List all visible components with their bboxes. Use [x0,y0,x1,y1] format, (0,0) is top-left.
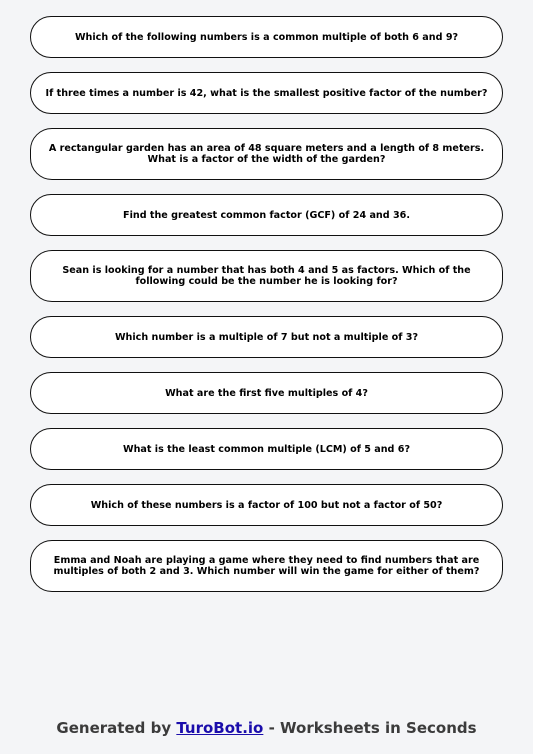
question-card [30,128,503,180]
question-text: Emma and Noah are playing a game where they need to find numbers that are multiples of both 2 and 3. Which number will win the game for either of them? [53,555,480,577]
question-text: Which of the following numbers is a common multiple of both 6 and 9? [74,31,459,43]
question-card [30,194,503,236]
question-text: Which of these numbers is a factor of 100 but not a factor of 50? [90,499,443,511]
footer-prefix: Generated by [56,719,177,737]
question-text: Which number is a multiple of 7 but not a multiple of 3? [114,331,419,343]
question-text: Sean is looking for a number that has both 4 and 5 as factors. Which of the following could be the number he is looking for? [62,265,471,287]
question-card [30,372,503,414]
question-list [30,16,503,606]
question-text: What is the least common multiple (LCM) of 5 and 6? [122,443,411,455]
question-text: What are the first five multiples of 4? [165,387,368,399]
question-card [30,250,503,302]
question-text: If three times a number is 42, what is the smallest positive factor of the number? [45,87,488,99]
question-card [30,484,503,526]
turobot-link[interactable]: TuroBot.io [176,719,264,737]
question-card [30,428,503,470]
question-card [30,316,503,358]
footer [0,718,533,738]
question-text: A rectangular garden has an area of 48 square meters and a length of 8 meters. What is a factor of the width of the garden? [48,143,485,165]
question-card [30,16,503,58]
question-card [30,72,503,114]
footer-suffix: - Worksheets in Seconds [263,719,477,737]
question-card [30,540,503,592]
question-text: Find the greatest common factor (GCF) of 24 and 36. [123,209,410,221]
